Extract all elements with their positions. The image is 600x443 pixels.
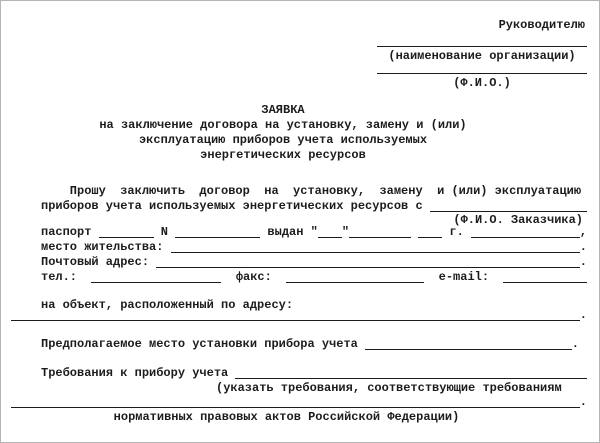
addressee-block: [377, 18, 587, 91]
residence-row: [41, 240, 587, 255]
passport-series-blank-line: [99, 236, 154, 238]
tel-blank-line: [91, 281, 221, 283]
passport-number-blank-line: [175, 236, 260, 238]
requirements-label: Требования к прибору учета: [41, 366, 236, 380]
space: [411, 225, 418, 240]
document-title: [41, 103, 587, 163]
object-address-blank-line: [11, 319, 580, 321]
title-subtitle-1: на заключение договора на установку, замену и (или): [99, 118, 467, 132]
quote-close: ": [341, 225, 350, 239]
requirements-extra-line: [11, 395, 587, 410]
fax-blank-line: [286, 281, 424, 283]
issue-day-blank-line: [318, 236, 342, 238]
requirements-hint-line-1: (указать требования, соответствующие требованиям: [216, 381, 562, 395]
postal-row: [41, 255, 587, 270]
passport-label: паспорт: [41, 225, 99, 239]
email-label: e-mail:: [424, 270, 504, 284]
passport-row: [41, 225, 587, 240]
object-address-label: на объект, расположенный по адресу:: [41, 298, 294, 312]
intro-paragraph: [41, 184, 587, 227]
title-subtitle-3: энергетических ресурсов: [200, 148, 366, 162]
postal-blank-line: [156, 266, 580, 268]
customer-name-blank-line: [430, 210, 587, 212]
contacts-row: [41, 270, 587, 285]
residence-period: .: [579, 240, 587, 254]
object-address-period: .: [579, 308, 587, 322]
intro-line-2: [41, 199, 587, 214]
passport-comma: ,: [579, 225, 587, 239]
intro-line-1: Прошу заключить договор на установку, замену и (или) эксплуатацию: [41, 184, 582, 198]
postal-label: Почтовый адрес:: [41, 255, 157, 269]
requirements-hint-line-2: нормативных правовых актов Российской Федерации): [113, 410, 460, 424]
requirements-row: [41, 366, 587, 381]
fio-blank: (Ф.И.О.): [377, 73, 587, 91]
residence-blank-line: [171, 251, 580, 253]
issue-year-blank-line: [418, 236, 442, 238]
install-location-blank-line: [365, 348, 572, 350]
year-label: г.: [442, 225, 472, 239]
fax-label: факс:: [221, 270, 287, 284]
email-blank-line: [503, 281, 587, 283]
requirements-period: .: [579, 395, 587, 409]
tel-label: тел.:: [41, 270, 92, 284]
postal-period: .: [579, 255, 587, 269]
organization-name-blank: (наименование организации): [377, 46, 587, 64]
title-heading: ЗАЯВКА: [261, 103, 305, 117]
issue-month-blank-line: [349, 236, 411, 238]
requirements-blank-line: [235, 377, 587, 379]
customer-hint: (Ф.И.О. Заказчика): [453, 213, 583, 227]
addressee-label: Руководителю: [498, 18, 585, 32]
issuer-blank-line: [471, 236, 580, 238]
passport-issued-label: выдан ": [260, 225, 318, 239]
intro-line-2-text: приборов учета используемых энергетических ресурсов с: [41, 199, 430, 213]
install-location-label: Предполагаемое место установки прибора учета: [41, 337, 366, 351]
title-subtitle-2: эксплуатацию приборов учета используемых: [138, 133, 428, 147]
passport-number-label: N: [153, 225, 176, 239]
requirements-extra-blank-line: [11, 406, 580, 408]
residence-label: место жительства:: [41, 240, 171, 254]
install-location-period: .: [571, 337, 579, 351]
install-location-row: [41, 337, 579, 352]
